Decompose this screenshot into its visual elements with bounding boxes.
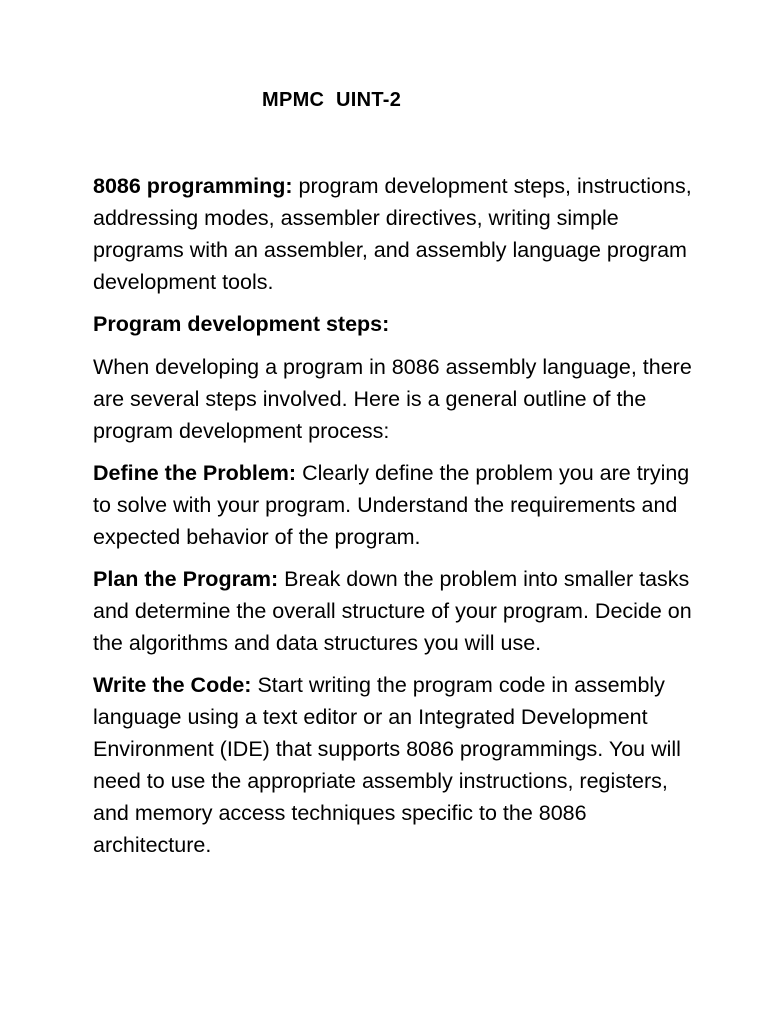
intro-term: 8086 programming: bbox=[93, 174, 293, 198]
section-intro-paragraph: When developing a program in 8086 assembly language, there are several steps involved. Here is a general outline of the program development process: bbox=[93, 355, 692, 443]
step-term: Define the Problem: bbox=[93, 461, 297, 485]
step-term: Plan the Program: bbox=[93, 567, 279, 591]
step-write-code bbox=[93, 669, 693, 861]
step-text: Break down the problem into smaller tasks and determine the overall structure of your program. Decide on the algorithms and data structures you will use. bbox=[93, 567, 692, 655]
intro-paragraph bbox=[93, 170, 693, 298]
document-title: MPMC UINT-2 bbox=[262, 89, 402, 111]
step-text: Clearly define the problem you are trying to solve with your program. Understand the requirements and expected behavior of the program. bbox=[93, 461, 690, 549]
step-text: Start writing the program code in assembly language using a text editor or an Integrated Development Environment (IDE) that supports 8086 programmings. You will need to use the appropriate assembly instructions, registers, and memory access techniques specific to the 8086 architecture. bbox=[93, 673, 681, 857]
step-term: Write the Code: bbox=[93, 673, 252, 697]
step-define-problem bbox=[93, 457, 693, 553]
document-body bbox=[93, 170, 693, 871]
step-plan-program bbox=[93, 563, 693, 659]
section-heading: Program development steps: bbox=[93, 312, 390, 336]
intro-text: program development steps, instructions, addressing modes, assembler directives, writing simple programs with an assembler, and assembly language program development tools. bbox=[93, 174, 692, 294]
